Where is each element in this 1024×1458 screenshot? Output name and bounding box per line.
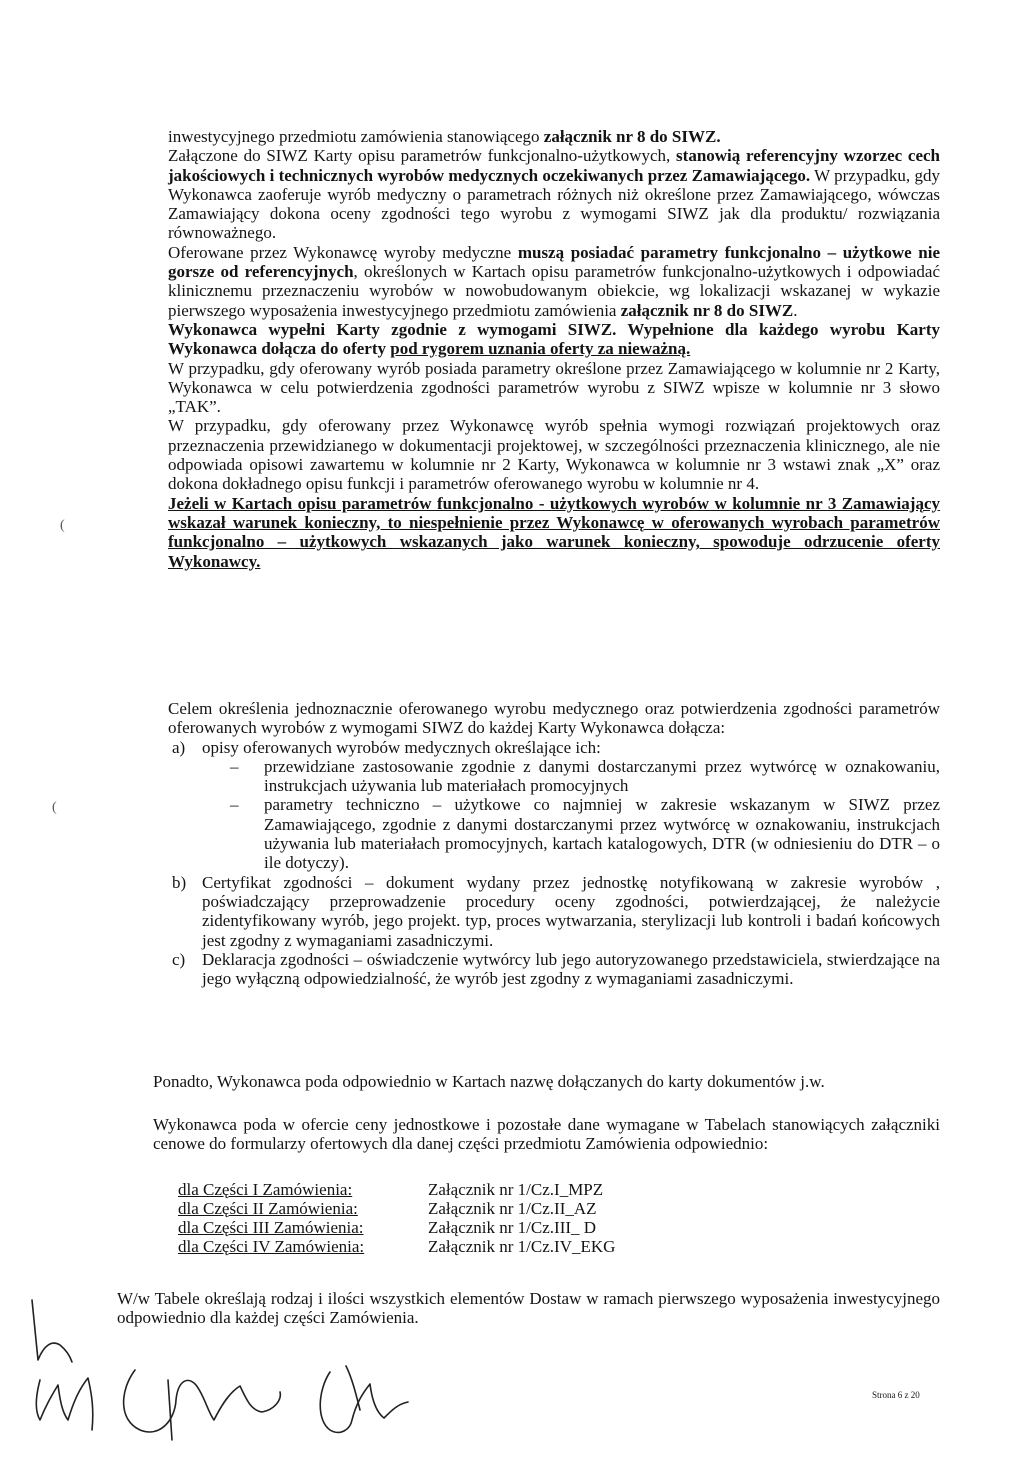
annex-label: Załącznik nr 1/Cz.I_MPZ [428, 1180, 604, 1199]
paragraph-7-warning: Jeżeli w Kartach opisu parametrów funkcjonalno - użytkowych wyrobów w kolumnie nr 3 Zamawiający wskazał warunek konieczny, to niespełnienie przez Wykonawcę w oferowanych wyrobach parametrów funkcjonalno – użytkowych wskazanych jako warunek konieczny, spowoduje odrzucenie oferty Wykonawcy. [168, 493, 940, 571]
list-label-b: b) [172, 872, 187, 892]
list-text-b: Certyfikat zgodności – dokument wydany przez jednostkę notyfikowaną w zakresie wyrobów , poświadczający przeprowadzenie procedury oceny zgodności, potwierdzającej, że należycie zidentyfikowany wyrób, jego projekt. typ, proces wytwarzania, sterylizacji lub kontroli i badań końcowych jest zgodny z wymaganiami zasadniczymi. [202, 872, 940, 950]
p2-bold: stanowią referencyjny wzorzec cech jakościowych i technicznych wyrobów medycznych oczekiwanych przez Zamawiającego. [168, 146, 941, 185]
paragraph-5: W przypadku, gdy oferowany wyrób posiada parametry określone przez Zamawiającego w kolumnie nr 2 Karty, Wykonawca w celu potwierdzenia zgodności parametrów wyrobu z SIWZ wpisze w kolumnie nr 3 słowo „TAK”. [168, 358, 940, 417]
paragraph-11: W/w Tabele określają rodzaj i ilości wszystkich elementów Dostaw w ramach pierwszego wyposażenia inwestycyjnego odpowiednio dla każdej części Zamówienia. [117, 1289, 940, 1328]
p3-bold-2: załącznik nr 8 do SIWZ [620, 300, 794, 320]
p1-text: inwestycyjnego przedmiotu zamówienia stanowiącego [168, 127, 544, 146]
p3-bold: muszą posiadać parametry funkcjonalno – użytkowe nie gorsze od referencyjnych [168, 242, 940, 282]
list-label-c: c) [172, 949, 186, 969]
p3-text-3: . [793, 300, 798, 320]
p3-text: Oferowane przez Wykonawcę wyroby medyczne [168, 242, 518, 262]
dash-text-2: parametry techniczno – użytkowe co najmniej w zakresie wskazanym w SIWZ przez Zamawiającego, zgodnie z danymi dostarczanymi przez wytwórcę w oznakowaniu, instrukcjach używania lub materiałach promocyjnych, kartach katalogowych, DTR (w odniesieniu do DTR – o ile dotyczy). [264, 795, 940, 873]
margin-bracket-mark: ( [52, 800, 57, 815]
part-label: dla Części IV Zamówienia: [178, 1237, 365, 1256]
signature-mark-4 [346, 1366, 360, 1410]
p2-text-2: W przypadku, gdy Wykonawca zaoferuje wyrób medyczny o parametrach różnych niż określone przez Zamawiającego, wówczas Zamawiający dokona oceny zgodności tego wyrobu z wymogami SIWZ jak dla produktu/ rozwiązania równoważnego. [168, 165, 940, 243]
paragraph-8: Celem określenia jednoznacznie oferowanego wyrobu medycznego oraz potwierdzenia zgodności parametrów oferowanych wyrobów z wymogami SIWZ do każdej Karty Wykonawca dołącza: [168, 699, 940, 738]
list-label-a: a) [172, 737, 186, 757]
dash-mark-2: – [230, 795, 239, 815]
part-label: dla Części II Zamówienia: [178, 1199, 358, 1218]
annex-label: Załącznik nr 1/Cz.III_ D [428, 1218, 597, 1237]
dash-mark-1: – [230, 756, 239, 776]
p4-bold-underline: pod rygorem uznania oferty za nieważną. [390, 339, 691, 359]
part-label: dla Części I Zamówienia: [178, 1180, 353, 1199]
dash-text-1: przewidziane zastosowanie zgodnie z danymi dostarczanymi przez wytwórcę w oznakowaniu, instrukcjach używania lub materiałach promocyjnych [264, 756, 940, 796]
signature-mark-1 [124, 1370, 281, 1432]
list-text-c: Deklaracja zgodności – oświadczenie wytwórcy lub jego autoryzowanego przedstawiciela, stwierdzające na jego wyłączną odpowiedzialność, że wyrób jest zgodny z wymaganiami zasadniczymi. [202, 949, 940, 989]
p4-bold: Wykonawca wypełni Karty zgodnie z wymogami SIWZ. Wypełnione dla każdego wyrobu Karty Wykonawca dołącza do oferty [168, 319, 940, 359]
signature-mark-2 [168, 1380, 172, 1440]
part-label: dla Części III Zamówienia: [178, 1218, 364, 1237]
annex-label: Załącznik nr 1/Cz.II_AZ [428, 1199, 597, 1218]
list-text-a: opisy oferowanych wyrobów medycznych określające ich: [202, 737, 601, 757]
paragraph-6: W przypadku, gdy oferowany przez Wykonawcę wyrób spełnia wymogi rozwiązań projektowych oraz przeznaczenia przewidzianego w dokumentacji projektowej, w szczególności przeznaczenia klinicznego, ale nie odpowiada opisowi zawartemu w kolumnie nr 2 Karty, Wykonawca w kolumnie nr 3 wstawi znak „X” oraz dokona dokładnego opisu funkcji i parametrów oferowanego wyrobu w kolumnie nr 4. [168, 416, 940, 494]
paragraph-9: Ponadto, Wykonawca poda odpowiednio w Kartach nazwę dołączanych do karty dokumentów j.w. [153, 1072, 825, 1091]
signature-mark-3 [320, 1372, 408, 1432]
paragraph-10: Wykonawca poda w ofercie ceny jednostkowe i pozostałe dane wymagane w Tabelach stanowiących załączniki cenowe do formularzy ofertowych dla danej części przedmiotu Zamówienia odpowiednio: [153, 1115, 940, 1154]
page-number: Strona 6 z 20 [872, 1390, 920, 1400]
p3-text-2: , określonych w Kartach opisu parametrów funkcjonalno-użytkowych i odpowiadać klinicznemu przeznaczeniu wyrobów w nowobudowanym obiekcie, wg lokalizacji wskazanej w wykazie pierwszego wyposażenia inwestycyjnego przedmiotu zamówienia [168, 262, 940, 320]
margin-bracket-mark: ( [60, 518, 65, 533]
initials-mark-1 [32, 1300, 72, 1362]
annex-label: Załącznik nr 1/Cz.IV_EKG [428, 1237, 616, 1256]
p1-bold: załącznik nr 8 do SIWZ. [543, 127, 721, 146]
p2-text: Załączone do SIWZ Karty opisu parametrów funkcjonalno-użytkowych, [168, 146, 677, 166]
initials-mark-2 [36, 1378, 93, 1430]
